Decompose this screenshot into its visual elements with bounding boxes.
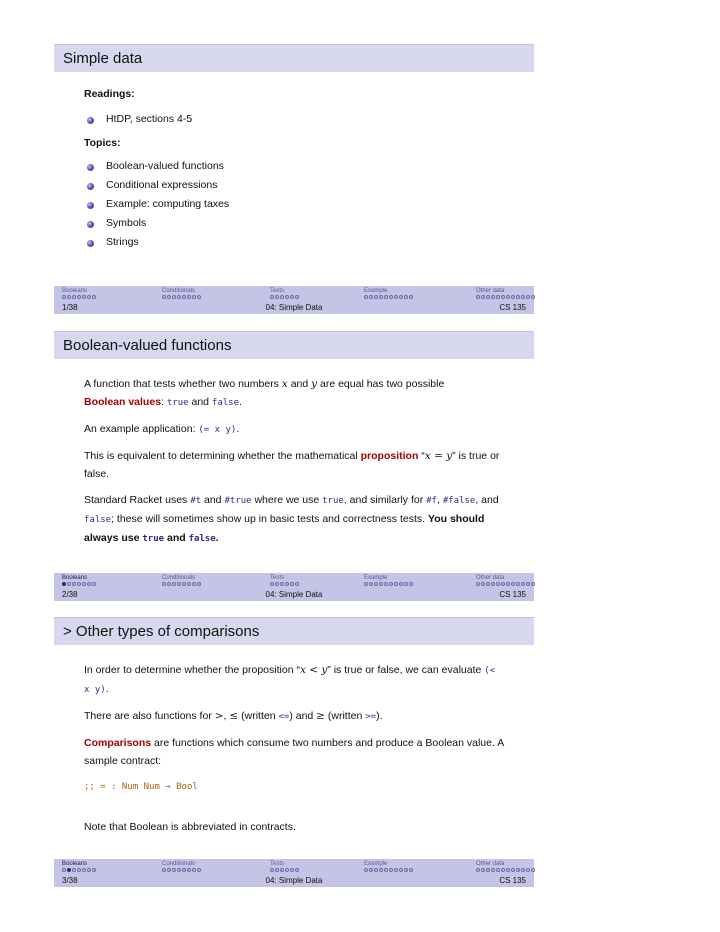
nav-dot-icon[interactable] [270, 582, 274, 586]
list-item: Conditional expressions [84, 176, 504, 195]
nav-dot-icon[interactable] [197, 582, 201, 586]
nav-dot-icon[interactable] [82, 868, 86, 872]
nav-dot-icon[interactable] [72, 295, 76, 299]
bullet-icon [87, 183, 94, 190]
nav-dot-icon[interactable] [67, 582, 71, 586]
slide-body [84, 661, 504, 844]
nav-dot-icon[interactable] [92, 295, 96, 299]
nav-dot-icon[interactable] [285, 582, 289, 586]
list-item: HtDP, sections 4-5 [84, 110, 504, 129]
nav-dot-icon[interactable] [77, 582, 81, 586]
nav-dot-icon[interactable] [369, 582, 373, 586]
nav-dot-icon[interactable] [491, 295, 495, 299]
nav-dots [62, 295, 96, 299]
nav-dot-icon[interactable] [197, 868, 201, 872]
nav-dot-icon[interactable] [516, 295, 520, 299]
nav-dot-icon[interactable] [526, 295, 530, 299]
nav-dot-icon[interactable] [280, 868, 284, 872]
nav-dot-icon[interactable] [290, 295, 294, 299]
nav-dot-icon[interactable] [511, 582, 515, 586]
nav-dot-icon[interactable] [481, 582, 485, 586]
nav-dot-icon[interactable] [275, 295, 279, 299]
nav-dots [62, 582, 96, 586]
nav-dot-icon[interactable] [526, 582, 530, 586]
footer-title: 04: Simple Data [265, 590, 323, 599]
slide-title-bar [54, 44, 534, 72]
nav-dot-icon[interactable] [62, 582, 66, 586]
nav-dot-icon[interactable] [501, 868, 505, 872]
nav-dot-icon[interactable] [496, 295, 500, 299]
nav-dot-icon[interactable] [162, 582, 166, 586]
page-number: 3/38 [62, 876, 78, 885]
nav-dot-icon[interactable] [521, 868, 525, 872]
contract-code: ;; = : Num Num → Bool [84, 782, 198, 792]
nav-dot-icon[interactable] [77, 868, 81, 872]
nav-dot-icon[interactable] [526, 868, 530, 872]
nav-section-label: Other data [476, 575, 505, 581]
nav-dot-icon[interactable] [516, 868, 520, 872]
nav-dot-icon[interactable] [72, 582, 76, 586]
nav-dot-icon[interactable] [501, 582, 505, 586]
nav-section-label: Conditionals [162, 575, 196, 581]
nav-section-other-data[interactable] [476, 575, 535, 586]
nav-section-label: Example [364, 575, 388, 581]
nav-dot-icon[interactable] [409, 295, 413, 299]
nav-dot-icon[interactable] [409, 868, 413, 872]
nav-section-example[interactable] [364, 861, 413, 872]
nav-dots [270, 295, 299, 299]
paragraph: Comparisons are functions which consume two numbers and produce a Boolean value. A sample contract: [84, 737, 504, 767]
bullet-icon [87, 117, 94, 124]
nav-dot-icon[interactable] [476, 868, 480, 872]
bullet-icon [87, 221, 94, 228]
nav-section-label: Tests [270, 861, 285, 867]
nav-dot-icon[interactable] [531, 868, 535, 872]
slide-body [84, 375, 504, 556]
slide-2 [54, 331, 534, 601]
nav-dot-icon[interactable] [506, 582, 510, 586]
slide-title: Simple data [63, 50, 143, 67]
nav-dot-icon[interactable] [162, 295, 166, 299]
nav-dot-icon[interactable] [389, 582, 393, 586]
nav-dot-icon[interactable] [481, 868, 485, 872]
nav-dot-icon[interactable] [177, 868, 181, 872]
slide-title-bar [54, 617, 534, 645]
nav-dot-icon[interactable] [501, 295, 505, 299]
nav-section-other-data[interactable] [476, 288, 535, 299]
bullet-icon [87, 202, 94, 209]
page-number: 2/38 [62, 590, 78, 599]
nav-dot-icon[interactable] [167, 868, 171, 872]
slide-1 [54, 44, 534, 314]
nav-section-label: Tests [270, 288, 285, 294]
slide-3 [54, 617, 534, 887]
readings-list [84, 110, 504, 129]
nav-dots [364, 295, 413, 299]
paragraph: This is equivalent to determining whether the mathematical proposition “x = y” is true or false. [84, 450, 500, 480]
nav-dots [476, 295, 535, 299]
nav-dot-icon[interactable] [491, 868, 495, 872]
nav-dot-icon[interactable] [506, 868, 510, 872]
nav-dot-icon[interactable] [177, 582, 181, 586]
nav-dot-icon[interactable] [172, 295, 176, 299]
list-item: Example: computing taxes [84, 195, 504, 214]
nav-dot-icon[interactable] [521, 582, 525, 586]
nav-dots [162, 582, 201, 586]
nav-dot-icon[interactable] [476, 295, 480, 299]
nav-dot-icon[interactable] [167, 295, 171, 299]
nav-dot-icon[interactable] [82, 582, 86, 586]
nav-dot-icon[interactable] [531, 295, 535, 299]
nav-dot-icon[interactable] [384, 582, 388, 586]
nav-dot-icon[interactable] [409, 582, 413, 586]
paragraph: There are also functions for >, ≤ (written <=) and ≥ (written >=). [84, 710, 383, 722]
nav-dot-icon[interactable] [295, 868, 299, 872]
nav-dot-icon[interactable] [67, 295, 71, 299]
slide-footer [54, 859, 534, 887]
nav-dot-icon[interactable] [187, 295, 191, 299]
nav-dot-icon[interactable] [92, 868, 96, 872]
nav-dots [476, 582, 535, 586]
nav-dot-icon[interactable] [476, 582, 480, 586]
nav-dot-icon[interactable] [192, 868, 196, 872]
slide-title-bar [54, 331, 534, 359]
slide-body [84, 88, 504, 252]
footer-title: 04: Simple Data [265, 876, 323, 885]
nav-dot-icon[interactable] [62, 868, 66, 872]
nav-section-other-data[interactable] [476, 861, 535, 872]
nav-section-conditionals[interactable] [162, 288, 201, 299]
nav-dot-icon[interactable] [285, 868, 289, 872]
nav-dot-icon[interactable] [379, 295, 383, 299]
nav-dot-icon[interactable] [379, 868, 383, 872]
nav-dot-icon[interactable] [379, 582, 383, 586]
nav-section-booleans[interactable] [62, 575, 96, 586]
bullet-icon [87, 164, 94, 171]
slide-footer [54, 573, 534, 601]
nav-dot-icon[interactable] [404, 295, 408, 299]
nav-dot-icon[interactable] [72, 868, 76, 872]
nav-dot-icon[interactable] [87, 295, 91, 299]
nav-dot-icon[interactable] [369, 868, 373, 872]
nav-dot-icon[interactable] [295, 582, 299, 586]
nav-dots [364, 868, 413, 872]
nav-dot-icon[interactable] [516, 582, 520, 586]
nav-section-label: Booleans [62, 861, 88, 867]
nav-dot-icon[interactable] [506, 295, 510, 299]
nav-section-label: Example [364, 861, 388, 867]
list-item: Strings [84, 233, 504, 252]
nav-dot-icon[interactable] [280, 582, 284, 586]
nav-section-booleans[interactable] [62, 861, 96, 872]
nav-dot-icon[interactable] [62, 295, 66, 299]
nav-section-label: Tests [270, 575, 285, 581]
nav-dot-icon[interactable] [67, 868, 71, 872]
nav-dot-icon[interactable] [374, 295, 378, 299]
nav-dot-icon[interactable] [270, 295, 274, 299]
nav-dot-icon[interactable] [87, 868, 91, 872]
nav-dot-icon[interactable] [177, 295, 181, 299]
list-item: Boolean-valued functions [84, 157, 504, 176]
nav-dot-icon[interactable] [394, 582, 398, 586]
nav-dot-icon[interactable] [399, 295, 403, 299]
nav-dots [62, 868, 96, 872]
nav-dot-icon[interactable] [481, 295, 485, 299]
nav-dots [270, 582, 299, 586]
nav-dot-icon[interactable] [521, 295, 525, 299]
nav-dot-icon[interactable] [197, 295, 201, 299]
footer-course: CS 135 [499, 303, 526, 312]
nav-section-conditionals[interactable] [162, 575, 201, 586]
nav-dot-icon[interactable] [496, 582, 500, 586]
nav-dot-icon[interactable] [404, 582, 408, 586]
nav-section-label: Other data [476, 861, 505, 867]
nav-dot-icon[interactable] [511, 295, 515, 299]
nav-dot-icon[interactable] [486, 868, 490, 872]
nav-dot-icon[interactable] [182, 582, 186, 586]
nav-section-label: Booleans [62, 575, 88, 581]
nav-section-label: Example [364, 288, 388, 294]
nav-dots [162, 295, 201, 299]
nav-dots [162, 868, 201, 872]
paragraph: A function that tests whether two numbers x and y are equal has two possible Boolean values: true and false. [84, 378, 445, 408]
nav-section-label: Conditionals [162, 861, 196, 867]
paragraph: An example application: (= x y). [84, 423, 240, 435]
page-number: 1/38 [62, 303, 78, 312]
nav-dot-icon[interactable] [511, 868, 515, 872]
nav-dot-icon[interactable] [92, 582, 96, 586]
nav-dot-icon[interactable] [486, 582, 490, 586]
nav-dot-icon[interactable] [187, 868, 191, 872]
nav-dot-icon[interactable] [364, 868, 368, 872]
footer-title: 04: Simple Data [265, 303, 323, 312]
nav-dot-icon[interactable] [82, 295, 86, 299]
footer-course: CS 135 [499, 876, 526, 885]
nav-dot-icon[interactable] [394, 295, 398, 299]
nav-dot-icon[interactable] [374, 582, 378, 586]
slide-title: Boolean-valued functions [63, 337, 232, 354]
nav-section-tests[interactable] [270, 575, 299, 586]
section-nav [54, 575, 534, 591]
nav-section-conditionals[interactable] [162, 861, 201, 872]
nav-dot-icon[interactable] [280, 295, 284, 299]
nav-section-booleans[interactable] [62, 288, 96, 299]
topics-heading: Topics: [84, 137, 121, 149]
nav-dot-icon[interactable] [364, 295, 368, 299]
paragraph: Note that Boolean is abbreviated in contracts. [84, 821, 296, 833]
nav-dot-icon[interactable] [77, 295, 81, 299]
section-nav [54, 861, 534, 877]
nav-dot-icon[interactable] [192, 295, 196, 299]
nav-dots [270, 868, 299, 872]
nav-dot-icon[interactable] [290, 868, 294, 872]
footer-course: CS 135 [499, 590, 526, 599]
nav-dot-icon[interactable] [162, 868, 166, 872]
nav-dot-icon[interactable] [172, 868, 176, 872]
nav-dot-icon[interactable] [167, 582, 171, 586]
nav-dot-icon[interactable] [275, 582, 279, 586]
nav-dot-icon[interactable] [394, 868, 398, 872]
list-item: Symbols [84, 214, 504, 233]
readings-heading: Readings: [84, 88, 135, 100]
nav-dot-icon[interactable] [192, 582, 196, 586]
slide-title: > Other types of comparisons [63, 623, 260, 640]
nav-dots [476, 868, 535, 872]
nav-dot-icon[interactable] [389, 295, 393, 299]
nav-dot-icon[interactable] [87, 582, 91, 586]
nav-dot-icon[interactable] [290, 582, 294, 586]
nav-dot-icon[interactable] [389, 868, 393, 872]
nav-section-tests[interactable] [270, 861, 299, 872]
slide-footer [54, 286, 534, 314]
nav-dot-icon[interactable] [182, 295, 186, 299]
nav-dot-icon[interactable] [295, 295, 299, 299]
nav-dot-icon[interactable] [531, 582, 535, 586]
nav-dot-icon[interactable] [275, 868, 279, 872]
nav-section-example[interactable] [364, 288, 413, 299]
nav-dot-icon[interactable] [270, 868, 274, 872]
nav-dot-icon[interactable] [374, 868, 378, 872]
nav-dot-icon[interactable] [399, 582, 403, 586]
nav-dot-icon[interactable] [369, 295, 373, 299]
nav-dot-icon[interactable] [172, 582, 176, 586]
nav-dot-icon[interactable] [187, 582, 191, 586]
nav-dot-icon[interactable] [404, 868, 408, 872]
nav-dot-icon[interactable] [384, 295, 388, 299]
nav-section-tests[interactable] [270, 288, 299, 299]
topics-list [84, 157, 504, 252]
paragraph: In order to determine whether the proposition “x < y” is true or false, we can evaluate (< x y). [84, 664, 496, 695]
section-nav [54, 288, 534, 304]
nav-section-label: Conditionals [162, 288, 196, 294]
nav-dot-icon[interactable] [182, 868, 186, 872]
nav-section-example[interactable] [364, 575, 413, 586]
nav-dot-icon[interactable] [364, 582, 368, 586]
nav-dot-icon[interactable] [491, 582, 495, 586]
nav-dot-icon[interactable] [384, 868, 388, 872]
nav-dot-icon[interactable] [399, 868, 403, 872]
nav-dots [364, 582, 413, 586]
nav-section-label: Booleans [62, 288, 88, 294]
bullet-icon [87, 240, 94, 247]
nav-dot-icon[interactable] [285, 295, 289, 299]
nav-dot-icon[interactable] [486, 295, 490, 299]
paragraph: Standard Racket uses #t and #true where we use true, and similarly for #f, #false, and false; these will sometimes show up in basic tests and correctness tests. You should always use true and false. [84, 494, 499, 544]
nav-dot-icon[interactable] [496, 868, 500, 872]
nav-section-label: Other data [476, 288, 505, 294]
